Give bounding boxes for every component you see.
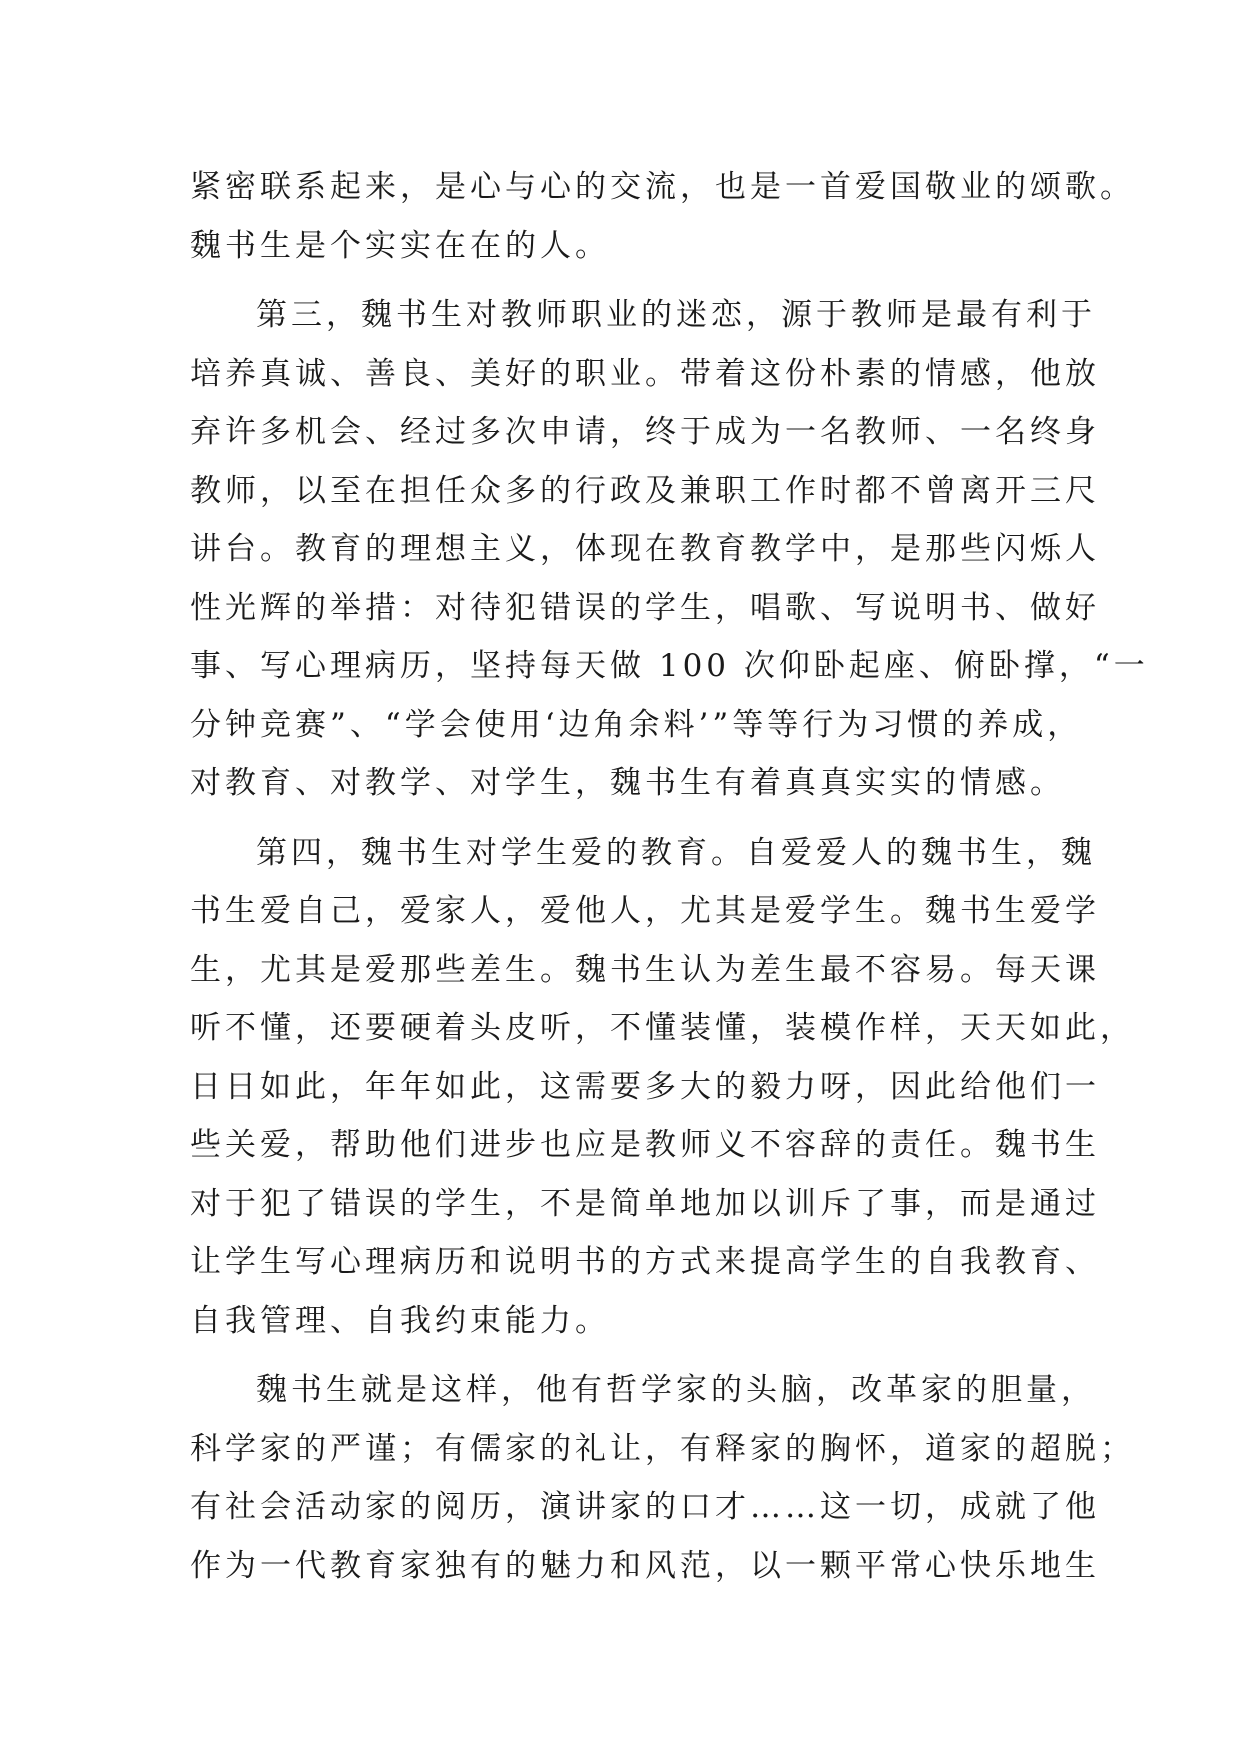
text-line: 教师，以至在担任众多的行政及兼职工作时都不曾离开三尺: [190, 472, 1100, 509]
text-line: 魏书生就是这样，他有哲学家的头脑，改革家的胆量，: [256, 1372, 1096, 1408]
paragraph-summary: [190, 1361, 1135, 1595]
body-text: [190, 158, 1149, 1595]
text-line: 分钟竞赛”、“学会使用‘边角余料’”等等行为习惯的养成，: [190, 706, 1083, 743]
text-line: 科学家的严谨；有儒家的礼让，有释家的胸怀，道家的超脱；: [190, 1430, 1135, 1467]
text-line: 生，尤其是爱那些差生。魏书生认为差生最不容易。每天课: [190, 951, 1100, 988]
paragraph-continuation: [190, 158, 1135, 275]
text-line: 书生爱自己，爱家人，爱他人，尤其是爱学生。魏书生爱学: [190, 893, 1100, 929]
paragraph-fourth-point: [190, 824, 1135, 1351]
text-line: 性光辉的举措：对待犯错误的学生，唱歌、写说明书、做好: [190, 589, 1100, 626]
text-line: 对于犯了错误的学生，不是简单地加以训斥了事，而是通过: [190, 1185, 1100, 1222]
text-line: 日日如此，年年如此，这需要多大的毅力呀，因此给他们一: [190, 1068, 1100, 1105]
text-line: 让学生写心理病历和说明书的方式来提高学生的自我教育、: [190, 1244, 1100, 1280]
text-line: 培养真诚、善良、美好的职业。带着这份朴素的情感，他放: [190, 355, 1100, 392]
text-line: 对教育、对教学、对学生，魏书生有着真真实实的情感。: [190, 765, 1065, 801]
text-line: 事、写心理病历，坚持每天做 100 次仰卧起座、俯卧撑，“一: [190, 648, 1149, 684]
text-line: 听不懂，还要硬着头皮听，不懂装懂，装模作样，天天如此，: [190, 1010, 1135, 1046]
text-line: 作为一代教育家独有的魅力和风范，以一颗平常心快乐地生: [190, 1547, 1100, 1584]
text-line: 第四，魏书生对学生爱的教育。自爱爱人的魏书生，魏: [256, 834, 1096, 871]
text-line: 有社会活动家的阅历，演讲家的口才……这一切，成就了他: [190, 1489, 1100, 1525]
text-line: 第三，魏书生对教师职业的迷恋，源于教师是最有利于: [256, 297, 1096, 333]
text-line: 自我管理、自我约束能力。: [190, 1302, 610, 1339]
text-line: 魏书生是个实实在在的人。: [190, 227, 610, 264]
text-line: 些关爱，帮助他们进步也应是教师义不容辞的责任。魏书生: [190, 1127, 1100, 1163]
text-line: 讲台。教育的理想主义，体现在教育教学中，是那些闪烁人: [190, 531, 1100, 567]
text-line: 弃许多机会、经过多次申请，终于成为一名教师、一名终身: [190, 414, 1100, 450]
paragraph-third-point: [190, 286, 1149, 813]
text-line: 紧密联系起来，是心与心的交流，也是一首爱国敬业的颂歌。: [190, 169, 1135, 205]
